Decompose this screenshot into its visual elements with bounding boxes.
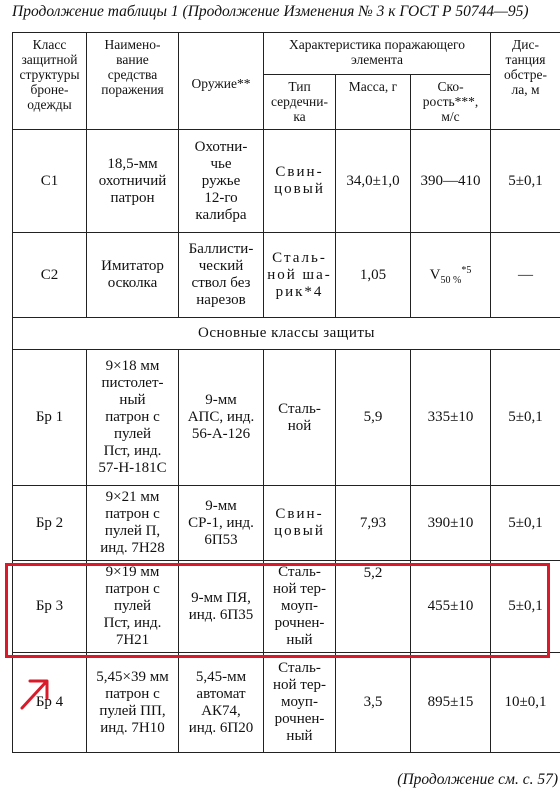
cell-mass: 5,9: [336, 350, 411, 486]
cell-distance: 5±0,1: [491, 486, 560, 561]
header-means: Наимено- вание средства поражения: [87, 33, 179, 130]
cell-class: Бр 3: [13, 561, 87, 653]
cell-means: 9×19 мм патрон с пулей Пст, инд. 7Н21: [87, 561, 179, 653]
table-row: [13, 486, 560, 561]
header-core-type: Тип сердечни- ка: [264, 75, 336, 130]
cell-class: Бр 4: [13, 653, 87, 753]
cell-distance: 10±0,1: [491, 653, 560, 753]
cell-weapon: 9-мм ПЯ, инд. 6П35: [179, 561, 264, 653]
section-title: Основные классы защиты: [13, 318, 560, 350]
cell-mass: 7,93: [336, 486, 411, 561]
armor-protection-table: [12, 32, 560, 753]
red-arrow-icon: [18, 672, 52, 712]
cell-means: Имитатор осколка: [87, 233, 179, 318]
cell-speed: 390±10: [411, 486, 491, 561]
table-row-highlighted: [13, 561, 560, 653]
cell-mass: 1,05: [336, 233, 411, 318]
header-distance: Дис- танция обстре- ла, м: [491, 33, 560, 130]
cell-mass: 34,0±1,0: [336, 130, 411, 233]
cell-distance: 5±0,1: [491, 130, 560, 233]
table-row: [13, 350, 560, 486]
table-row: [13, 233, 560, 318]
header-row: [13, 33, 560, 75]
cell-core: Сталь- ной: [264, 350, 336, 486]
cell-weapon: 9-мм СР-1, инд. 6П53: [179, 486, 264, 561]
cell-mass: 5,2: [336, 561, 411, 653]
table-continuation-caption: Продолжение таблицы 1 (Продолжение Изменения № 3 к ГОСТ Р 50744—95): [12, 3, 529, 20]
header-characteristic: Характеристика поражающего элемента: [264, 33, 491, 75]
cell-distance: 5±0,1: [491, 561, 560, 653]
cell-class: С1: [13, 130, 87, 233]
cell-speed: 335±10: [411, 350, 491, 486]
cell-weapon: 5,45-мм автомат АК74, инд. 6П20: [179, 653, 264, 753]
table-row: [13, 653, 560, 753]
cell-weapon: Баллисти- ческий ствол без нарезов: [179, 233, 264, 318]
cell-speed: 895±15: [411, 653, 491, 753]
cell-means: 9×21 мм патрон с пулей П, инд. 7Н28: [87, 486, 179, 561]
cell-distance: —: [491, 233, 560, 318]
header-weapon: Оружие**: [179, 33, 264, 130]
cell-means: 18,5-мм охотничий патрон: [87, 130, 179, 233]
cell-speed: $V_{50 \%}^{*5}$: [411, 233, 491, 318]
cell-mass: 3,5: [336, 653, 411, 753]
cell-distance: 5±0,1: [491, 350, 560, 486]
cell-means: 5,45×39 мм патрон с пулей ПП, инд. 7Н10: [87, 653, 179, 753]
header-speed: Ско- рость***, м/с: [411, 75, 491, 130]
cell-means: 9×18 мм пистолет- ный патрон с пулей Пст, инд. 57-Н-181С: [87, 350, 179, 486]
cell-weapon: 9-мм АПС, инд. 56-А-126: [179, 350, 264, 486]
section-row: [13, 318, 560, 350]
cell-speed: 390—410: [411, 130, 491, 233]
cell-class: С2: [13, 233, 87, 318]
header-mass: Масса, г: [336, 75, 411, 130]
cell-speed: 455±10: [411, 561, 491, 653]
continuation-note: (Продолжение см. с. 57): [397, 771, 558, 788]
cell-weapon: Охотни- чье ружье 12-го калибра: [179, 130, 264, 233]
header-class: Класс защитной структуры броне- одежды: [13, 33, 87, 130]
cell-core: Сталь- ной тер- моуп- рочнен- ный: [264, 653, 336, 753]
cell-core: Сталь- ной тер- моуп- рочнен- ный: [264, 561, 336, 653]
cell-class: Бр 1: [13, 350, 87, 486]
cell-core: Свин- цовый: [264, 486, 336, 561]
cell-class: Бр 2: [13, 486, 87, 561]
table-row: [13, 130, 560, 233]
cell-core: Сталь- ной ша- рик*4: [264, 233, 336, 318]
cell-core: Свин- цовый: [264, 130, 336, 233]
